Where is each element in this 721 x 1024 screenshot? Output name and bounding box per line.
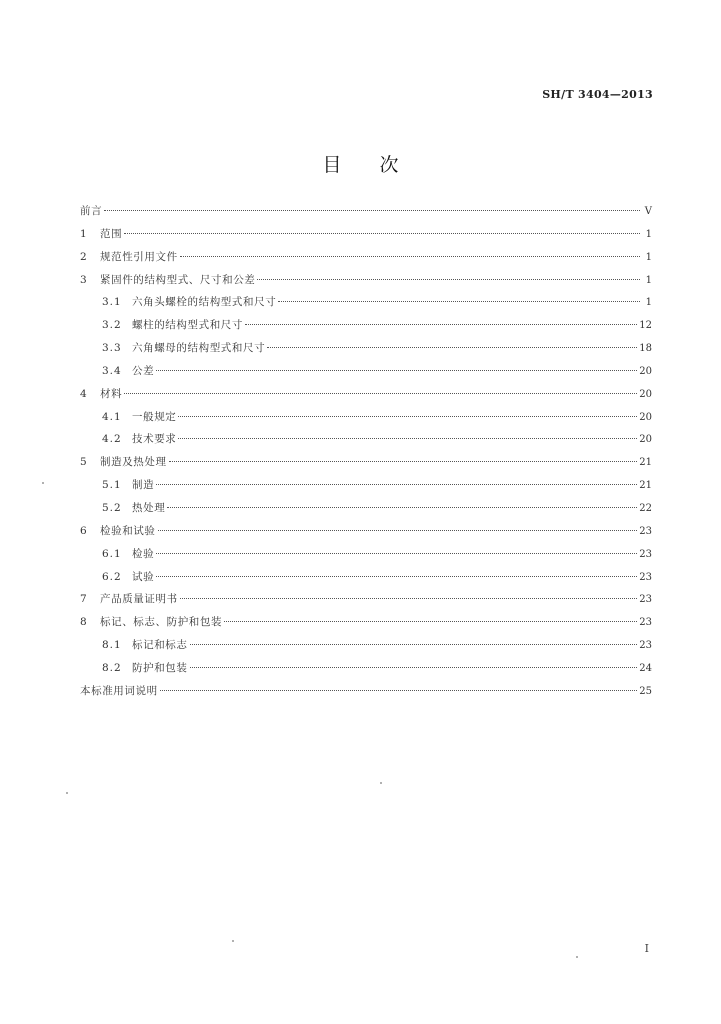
toc-entry-label: 标记和标志 xyxy=(132,639,188,652)
scan-speck xyxy=(576,956,578,958)
toc-entry-number: 8.1 xyxy=(102,639,122,652)
toc-entry[interactable] xyxy=(80,546,652,569)
toc-dot-leader xyxy=(158,530,638,531)
toc-entry-page: 23 xyxy=(639,617,652,629)
toc-entry-number: 7 xyxy=(80,593,88,606)
toc-entry[interactable] xyxy=(80,272,652,295)
toc-entry-number: 3 xyxy=(80,273,88,286)
toc-entry-number: 4.1 xyxy=(102,410,122,423)
toc-entry-number: 3.2 xyxy=(102,319,122,332)
scan-speck xyxy=(66,792,68,794)
toc-entry-page: 23 xyxy=(639,594,652,606)
toc-dot-leader xyxy=(178,438,637,439)
toc-dot-leader xyxy=(104,210,640,211)
toc-entry[interactable] xyxy=(80,454,652,477)
toc-entry-page: 20 xyxy=(639,411,652,423)
toc-dot-leader xyxy=(180,598,638,599)
toc-entry-number: 6.2 xyxy=(102,570,122,583)
toc-entry[interactable] xyxy=(80,294,652,317)
toc-entry-number: 5 xyxy=(80,456,88,469)
toc-dot-leader xyxy=(178,416,637,417)
toc-entry-page: 20 xyxy=(639,365,652,377)
toc-entry-page: 12 xyxy=(639,320,652,332)
toc-dot-leader xyxy=(156,576,637,577)
toc-entry-label: 热处理 xyxy=(132,501,166,514)
toc-entry-label: 标记、标志、防护和包装 xyxy=(100,616,223,629)
toc-entry-page: 22 xyxy=(639,502,652,514)
toc-entry-label: 技术要求 xyxy=(132,433,177,446)
toc-entry-page: 21 xyxy=(639,457,652,469)
toc-entry-label: 材料 xyxy=(100,387,123,400)
toc-entry[interactable] xyxy=(80,523,652,546)
toc-entry-number: 4 xyxy=(80,387,88,400)
toc-entry-page: 20 xyxy=(639,388,652,400)
scan-speck xyxy=(232,940,234,942)
toc-dot-leader xyxy=(124,233,640,234)
toc-entry-label: 螺柱的结构型式和尺寸 xyxy=(132,319,243,332)
toc-entry-label: 防护和包装 xyxy=(132,661,188,674)
toc-entry-number: 6.1 xyxy=(102,547,122,560)
toc-entry-label: 范围 xyxy=(100,227,123,240)
toc-dot-leader xyxy=(190,644,638,645)
toc-entry-number: 3.1 xyxy=(102,296,122,309)
toc-dot-leader xyxy=(156,553,637,554)
toc-dot-leader xyxy=(160,690,638,691)
toc-entry[interactable] xyxy=(80,249,652,272)
toc-entry-number: 2 xyxy=(80,250,88,263)
toc-entry-number: 1 xyxy=(80,227,88,240)
toc-dot-leader xyxy=(245,324,637,325)
toc-entry-page: 23 xyxy=(639,548,652,560)
toc-entry-page: 20 xyxy=(639,434,652,446)
toc-entry-number: 3.3 xyxy=(102,342,122,355)
toc-entry-number: 4.2 xyxy=(102,433,122,446)
toc-entry[interactable] xyxy=(80,409,652,432)
toc-entry-page: 1 xyxy=(645,274,652,286)
toc-dot-leader xyxy=(278,301,640,302)
scan-speck xyxy=(380,782,382,784)
toc-entry-number: 5.2 xyxy=(102,501,122,514)
toc-entry-label: 检验 xyxy=(132,547,155,560)
toc-entry-label: 前言 xyxy=(80,205,103,217)
toc-entry-label: 制造 xyxy=(132,479,155,492)
toc-entry[interactable] xyxy=(80,660,652,683)
toc-dot-leader xyxy=(257,279,640,280)
table-of-contents xyxy=(80,203,652,706)
toc-dot-leader xyxy=(156,484,637,485)
toc-dot-leader xyxy=(267,347,637,348)
toc-entry-page: V xyxy=(644,206,652,217)
toc-entry-number: 8.2 xyxy=(102,661,122,674)
toc-entry[interactable] xyxy=(80,203,652,226)
toc-entry[interactable] xyxy=(80,569,652,592)
toc-dot-leader xyxy=(169,461,638,462)
toc-entry-page: 1 xyxy=(645,297,652,309)
toc-entry[interactable] xyxy=(80,637,652,660)
toc-entry-label: 试验 xyxy=(132,570,155,583)
toc-dot-leader xyxy=(156,370,637,371)
toc-entry-label: 规范性引用文件 xyxy=(100,250,178,263)
document-id: SH/T 3404—2013 xyxy=(542,88,653,101)
toc-entry[interactable] xyxy=(80,591,652,614)
toc-entry-label: 六角螺母的结构型式和尺寸 xyxy=(132,342,266,355)
toc-entry[interactable] xyxy=(80,386,652,409)
page-number: I xyxy=(644,942,649,955)
toc-entry-page: 18 xyxy=(639,343,652,355)
toc-entry-label: 六角头螺栓的结构型式和尺寸 xyxy=(132,296,277,309)
scan-speck xyxy=(42,482,44,484)
toc-entry[interactable] xyxy=(80,500,652,523)
toc-entry-label: 公差 xyxy=(132,364,155,377)
toc-entry-label: 制造及热处理 xyxy=(100,456,167,469)
toc-entry-page: 1 xyxy=(645,228,652,240)
toc-entry[interactable] xyxy=(80,363,652,386)
toc-entry-page: 21 xyxy=(639,480,652,492)
toc-entry[interactable] xyxy=(80,317,652,340)
toc-entry-number: 6 xyxy=(80,524,88,537)
toc-entry-page: 25 xyxy=(639,685,652,697)
toc-entry[interactable] xyxy=(80,340,652,363)
toc-entry-label: 一般规定 xyxy=(132,410,177,423)
toc-entry[interactable] xyxy=(80,683,652,706)
toc-entry-page: 24 xyxy=(639,662,652,674)
toc-dot-leader xyxy=(167,507,637,508)
page-title: 目次 xyxy=(322,154,437,176)
toc-entry-label: 紧固件的结构型式、尺寸和公差 xyxy=(100,273,256,286)
toc-entry-page: 23 xyxy=(639,525,652,537)
toc-dot-leader xyxy=(124,393,637,394)
toc-entry[interactable] xyxy=(80,614,652,637)
toc-dot-leader xyxy=(224,621,637,622)
toc-entry-number: 5.1 xyxy=(102,479,122,492)
toc-entry-label: 产品质量证明书 xyxy=(100,593,178,606)
toc-dot-leader xyxy=(180,256,640,257)
toc-dot-leader xyxy=(190,667,638,668)
toc-entry-label: 本标准用词说明 xyxy=(80,684,158,697)
toc-entry-number: 3.4 xyxy=(102,364,122,377)
toc-entry-page: 1 xyxy=(645,251,652,263)
toc-entry-page: 23 xyxy=(639,571,652,583)
toc-entry-page: 23 xyxy=(639,640,652,652)
toc-entry[interactable] xyxy=(80,226,652,249)
toc-entry[interactable] xyxy=(80,477,652,500)
toc-entry[interactable] xyxy=(80,431,652,454)
toc-entry-label: 检验和试验 xyxy=(100,524,156,537)
toc-entry-number: 8 xyxy=(80,616,88,629)
